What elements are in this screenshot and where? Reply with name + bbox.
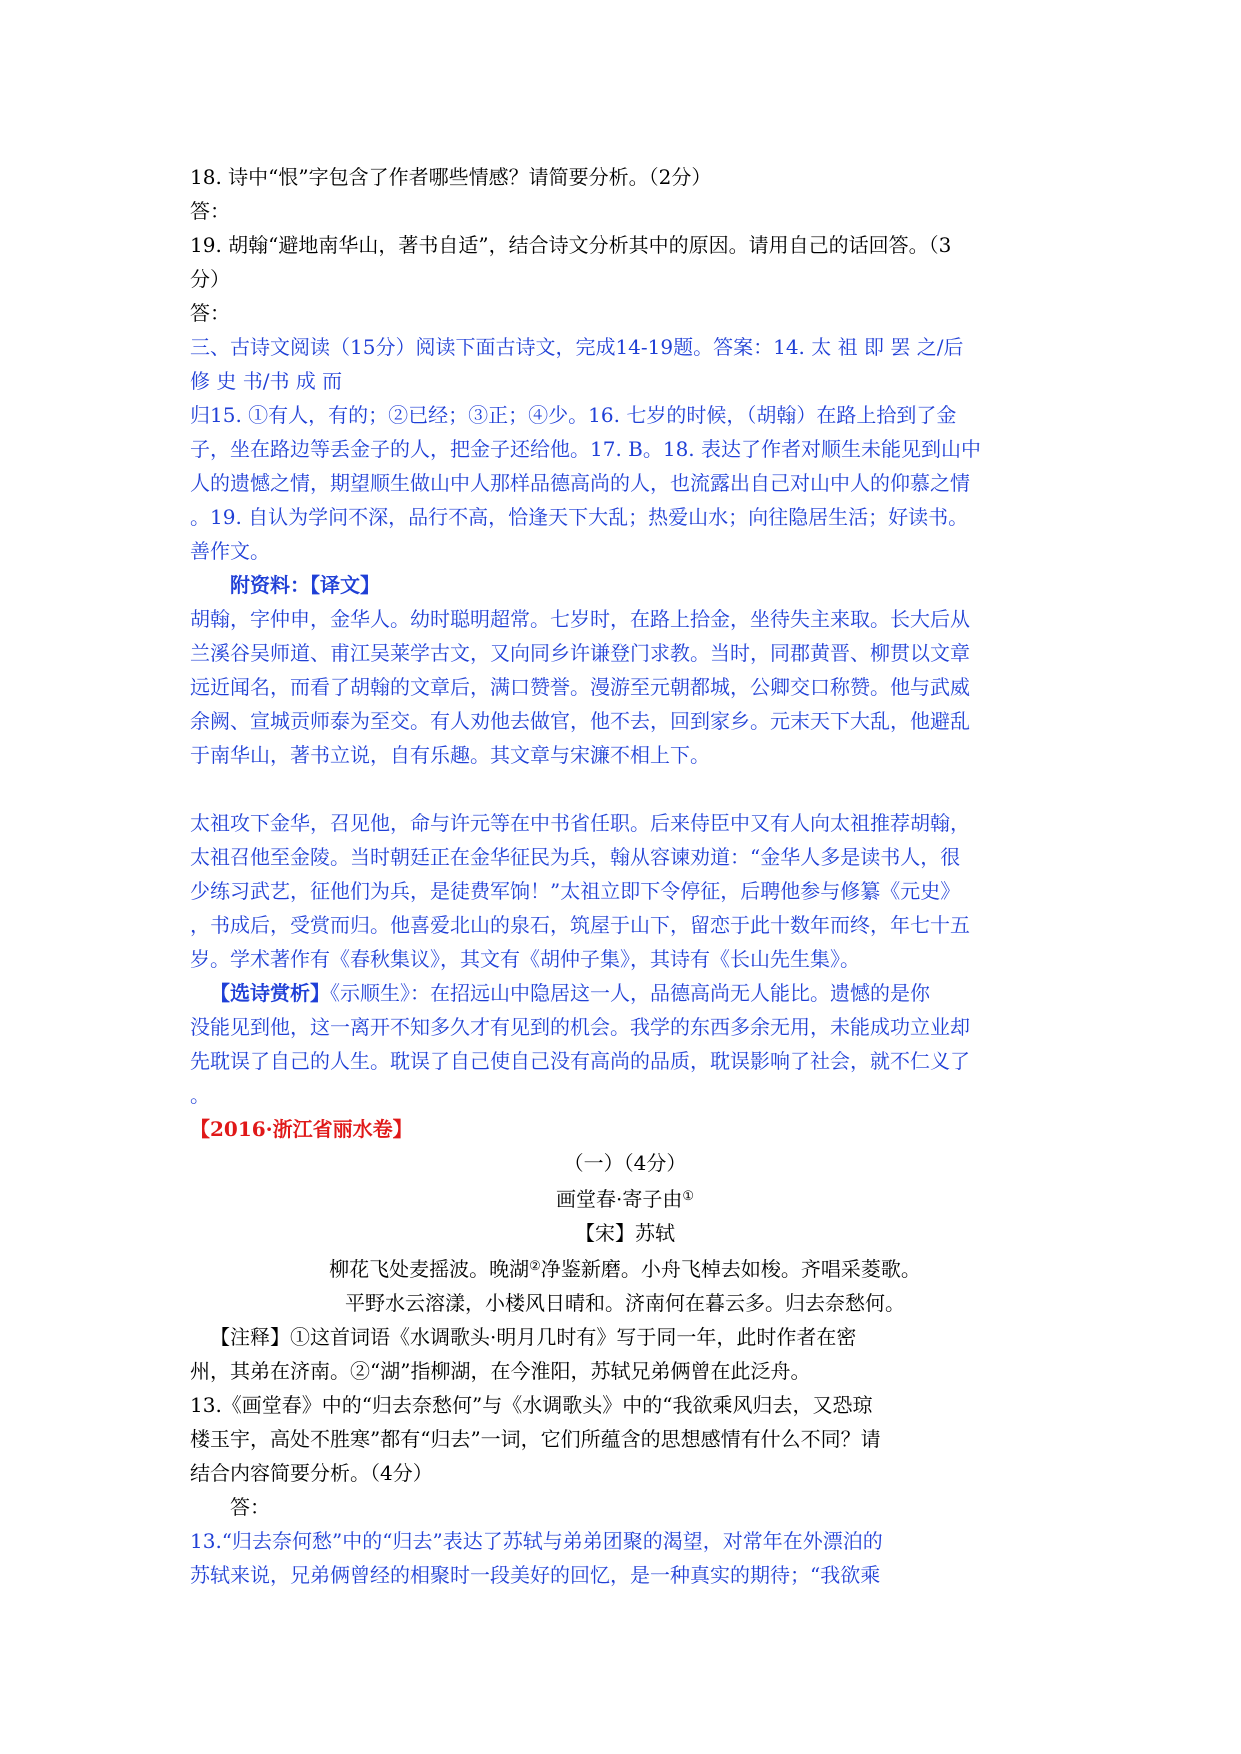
question-13-line-1: 13.《画堂春》中的“归去奈愁何”与《水调歌头》中的“我欲乘风归去，又恐琼 (190, 1393, 873, 1417)
answer-key-line-5: 人的遗憾之情，期望顺生做山中人那样品德高尚的人，也流露出自己对山中人的仰慕之情 (190, 471, 970, 495)
answer-key-line-7: 善作文。 (190, 539, 270, 563)
translation-line: 少练习武艺，征他们为兵，是徒费军饷！”太祖立即下令停征，后聘他参与修纂《元史》 (190, 879, 961, 903)
translation-line: 胡翰，字仲申，金华人。幼时聪明超常。七岁时，在路上拾金，坐待失主来取。长大后从 (190, 607, 970, 631)
poem-title (190, 1180, 1060, 1216)
translation-line: 远近闻名，而看了胡翰的文章后，满口赞誉。漫游至元朝都城，公卿交口称赞。他与武威 (190, 675, 970, 699)
translation-line: 兰溪谷吴师道、甫江吴莱学古文，又向同乡许谦登门求教。当时，同郡黄晋、柳贯以文章 (190, 641, 970, 665)
poem-line-1-a: 柳花飞处麦摇波。晚湖 (329, 1257, 530, 1281)
translation-line: 太祖召他至金陵。当时朝廷正在金华征民为兵，翰从容谏劝道：“金华人多是读书人，很 (190, 845, 961, 869)
paragraph-gap (190, 772, 1060, 806)
question-19-line-2: 分） (190, 267, 230, 291)
poem-part: （一）（4分） (563, 1151, 687, 1175)
answer-label-13: 答： (230, 1495, 270, 1519)
notes-line-1: 【注释】①这首词语《水调歌头·明月几时有》写于同一年，此时作者在密 (210, 1325, 857, 1349)
answer-label-18: 答： (190, 199, 230, 223)
answer-key-line-6: 。19. 自认为学问不深，品行不高，恰逢天下大乱；热爱山水；向往隐居生活；好读书。 (190, 505, 969, 529)
appreciation-label: 【选诗赏析】 (210, 981, 330, 1005)
poem-line-2: 平野水云溶漾，小楼风日晴和。济南何在暮云多。归去奈愁何。 (345, 1291, 905, 1315)
poem-title-text: 画堂春·寄子由 (555, 1187, 683, 1211)
answer-13-line-1: 13.“归去奈何愁”中的“归去”表达了苏轼与弟弟团聚的渴望，对常年在外漂泊的 (190, 1529, 883, 1553)
translation-line: 太祖攻下金华，召见他，命与许元等在中书省任职。后来侍臣中又有人向太祖推荐胡翰， (190, 811, 970, 835)
answer-key-line-1: 三、古诗文阅读（15分）阅读下面古诗文，完成14-19题。答案：14. 太 祖 即 罢 之/后 (190, 335, 964, 359)
translation-line: ，书成后，受赏而归。他喜爱北山的泉石，筑屋于山下，留恋于此十数年而终，年七十五 (190, 913, 970, 937)
document-page (190, 160, 1060, 1592)
answer-key-line-2: 修 史 书/书 成 而 (190, 369, 343, 393)
appreciation-line: 没能见到他，这一离开不知多久才有见到的机会。我学的东西多余无用，未能成功立业却 (190, 1015, 970, 1039)
translation-line: 余阙、宣城贡师泰为至交。有人劝他去做官，他不去，回到家乡。元末天下大乱，他避乱 (190, 709, 970, 733)
appreciation-line-1 (190, 976, 1060, 1010)
poem-line-1-note: ② (529, 1259, 541, 1274)
question-18: 18. 诗中“恨”字包含了作者哪些情感？请简要分析。（2分） (190, 165, 712, 189)
section-title: 【2016·浙江省丽水卷】 (190, 1117, 413, 1141)
question-13-line-3: 结合内容简要分析。（4分） (190, 1461, 433, 1485)
appreciation-line: 。 (190, 1083, 210, 1107)
poem-line-1-b: 净鉴新磨。小舟飞棹去如梭。齐唱采菱歌。 (540, 1257, 921, 1281)
answer-13-line-2: 苏轼来说，兄弟俩曾经的相聚时一段美好的回忆，是一种真实的期待；“我欲乘 (190, 1563, 881, 1587)
answer-key-line-4: 子，坐在路边等丢金子的人，把金子还给他。17. B。18. 表达了作者对顺生未能见到山中 (190, 437, 982, 461)
appreciation-text: 《示顺生》：在招远山中隐居这一人，品德高尚无人能比。遗憾的是你 (330, 981, 930, 1005)
translation-line: 于南华山，著书立说，自有乐趣。其文章与宋濂不相上下。 (190, 743, 710, 767)
appendix-heading: 附资料：【译文】 (230, 573, 380, 597)
poem-author: 【宋】苏轼 (575, 1221, 675, 1245)
question-19-line-1: 19. 胡翰“避地南华山，著书自适”，结合诗文分析其中的原因。请用自己的话回答。（3 (190, 233, 952, 257)
answer-key-line-3: 归15. ①有人，有的；②已经；③正；④少。16. 七岁的时候，（胡翰）在路上拾到了金 (190, 403, 957, 427)
poem-title-note: ① (682, 1189, 694, 1204)
translation-line: 岁。学术著作有《春秋集议》，其文有《胡仲子集》，其诗有《长山先生集》。 (190, 947, 860, 971)
poem-line-1 (190, 1250, 1060, 1286)
question-13-line-2: 楼玉宇，高处不胜寒”都有“归去”一词，它们所蕴含的思想感情有什么不同？请 (190, 1427, 881, 1451)
notes-line-2: 州，其弟在济南。②“湖”指柳湖，在今淮阳，苏轼兄弟俩曾在此泛舟。 (190, 1359, 811, 1383)
answer-label-19: 答： (190, 301, 230, 325)
appreciation-line: 先耽误了自己的人生。耽误了自己使自己没有高尚的品质，耽误影响了社会，就不仁义了 (190, 1049, 970, 1073)
